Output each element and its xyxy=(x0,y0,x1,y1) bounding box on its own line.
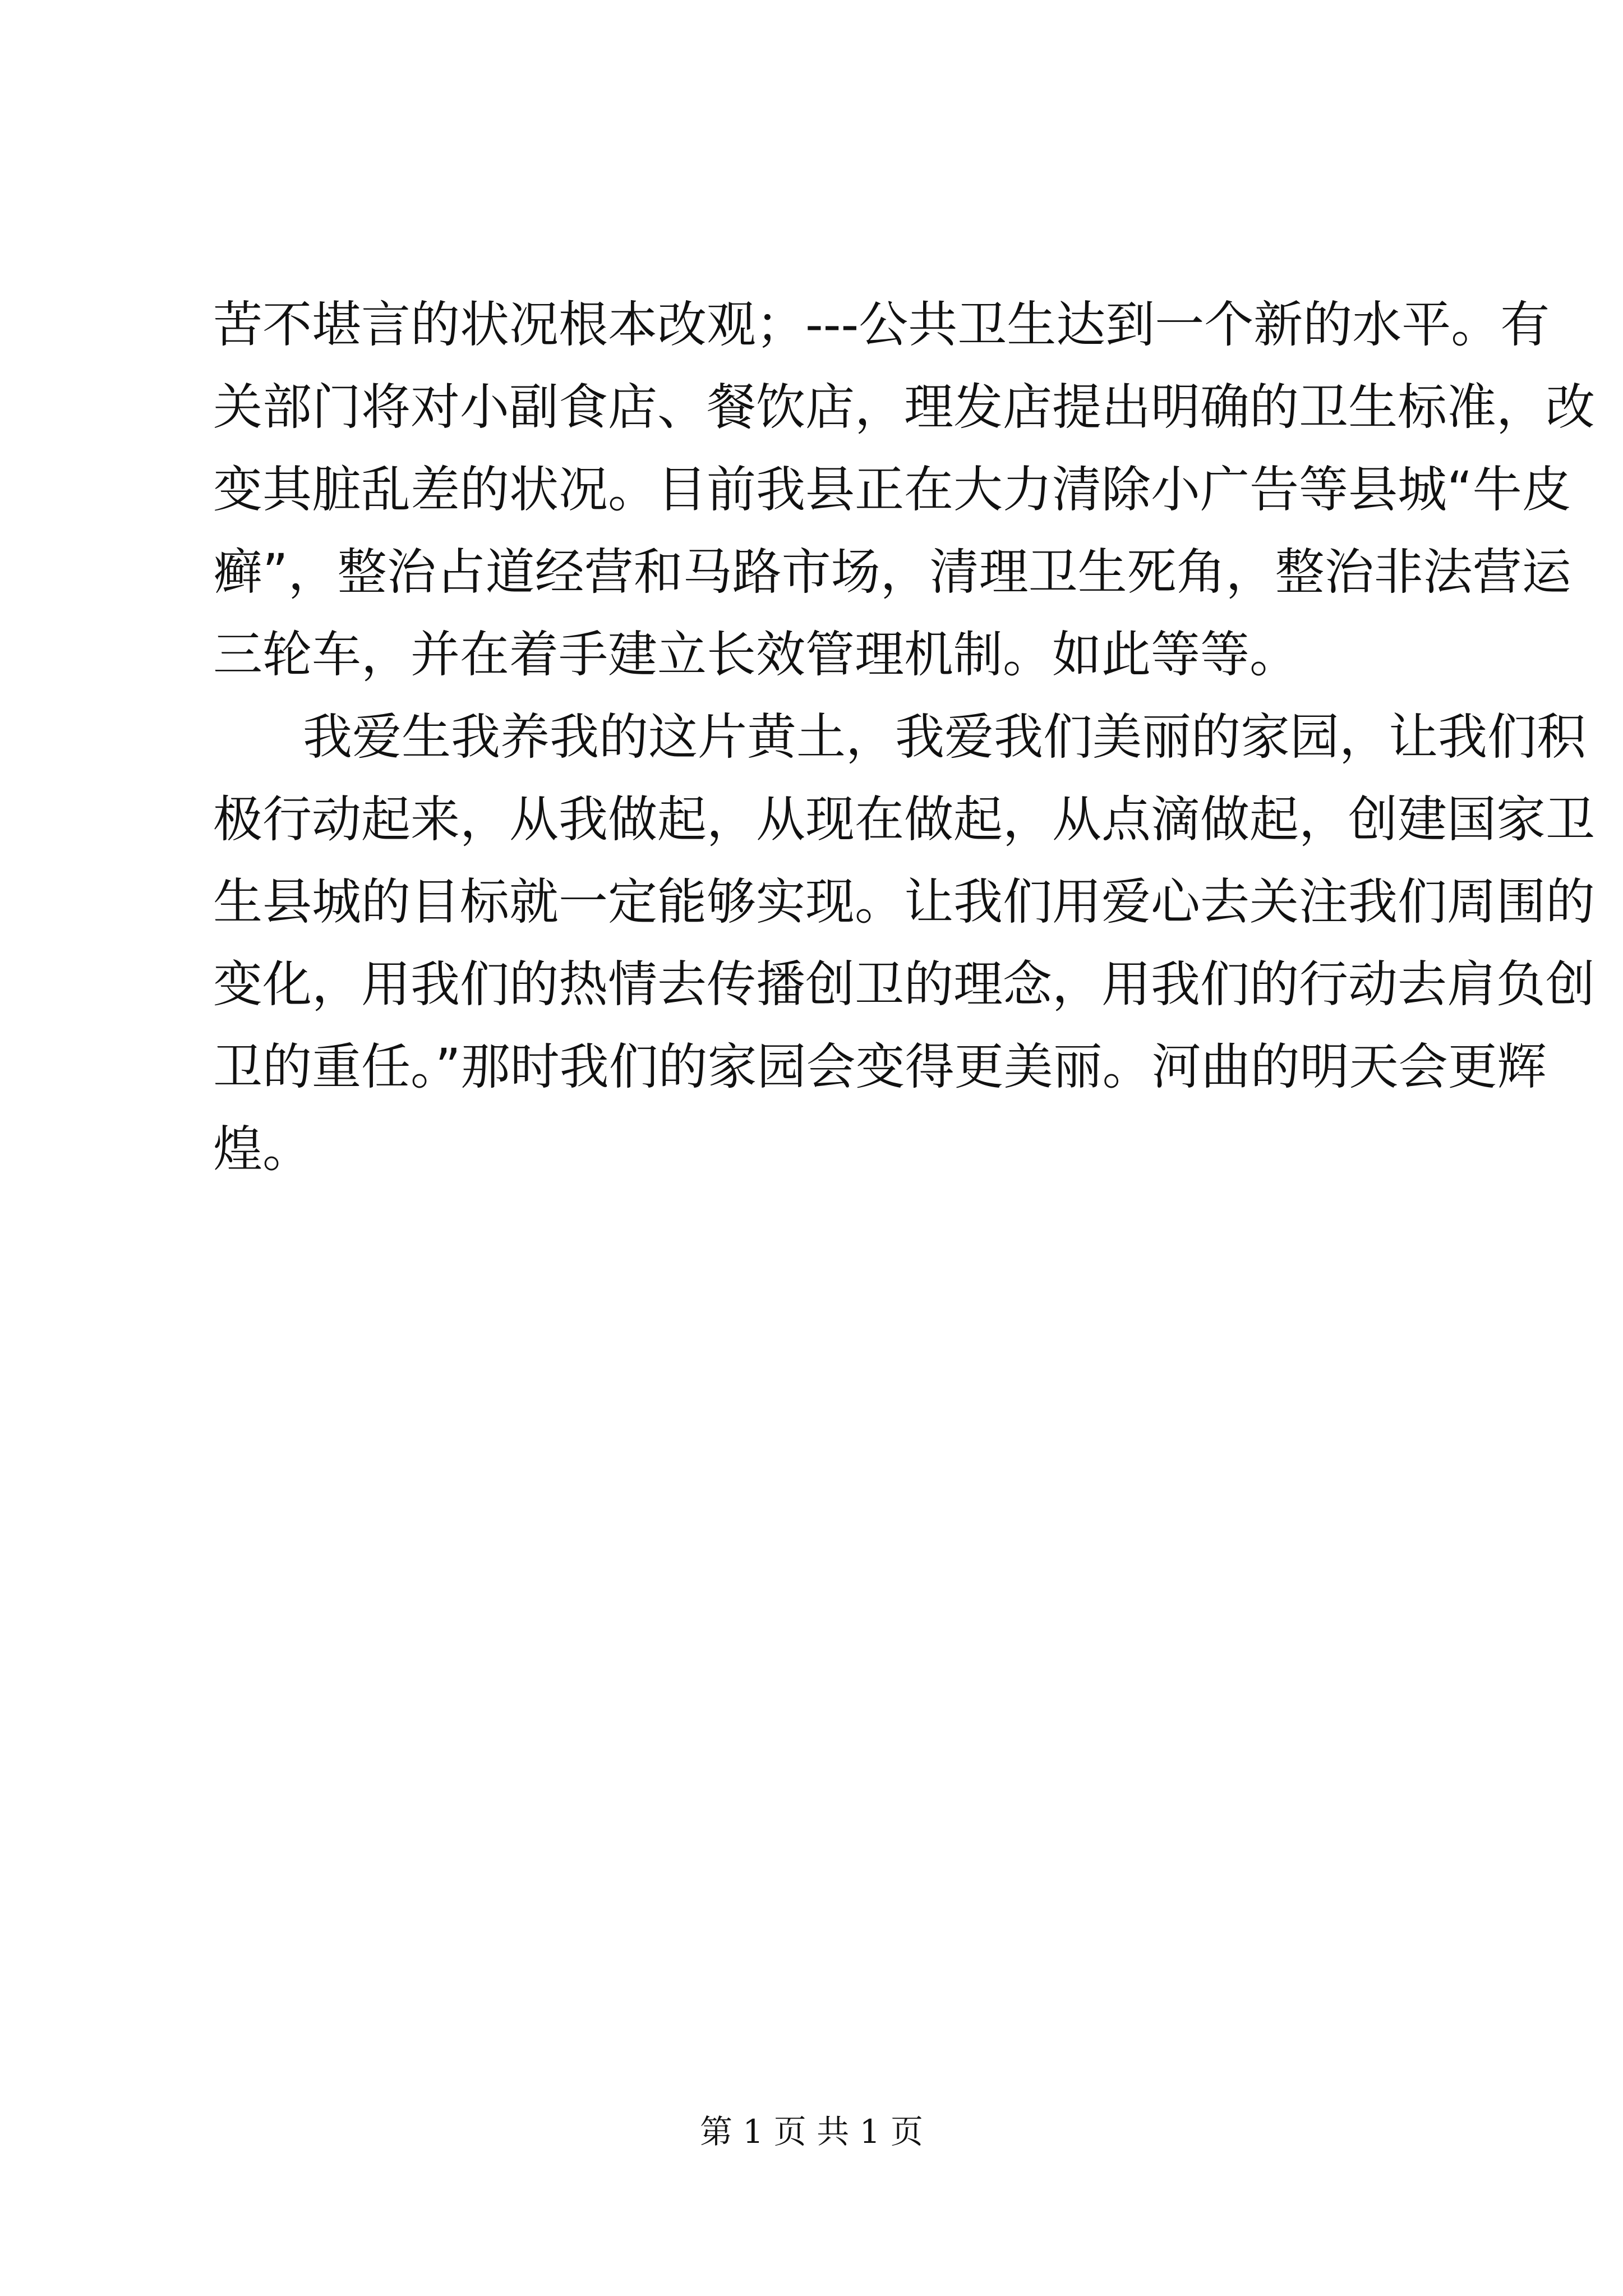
text-line: 卫的重任。”那时我们的家园会变得更美丽。河曲的明天会更辉 xyxy=(213,1038,1547,1096)
text-line: 生县城的目标就一定能够实现。让我们用爱心去关注我们周围的 xyxy=(213,873,1596,931)
text-line: 癣”，整治占道经营和马路市场，清理卫生死角，整治非法营运 xyxy=(213,543,1571,601)
text-line: 我爱生我养我的这片黄土，我爱我们美丽的家园，让我们积 xyxy=(303,708,1587,766)
paragraph-2 xyxy=(213,696,1596,1190)
text-line: 变化，用我们的热情去传播创卫的理念，用我们的行动去肩负创 xyxy=(213,955,1596,1013)
document-body xyxy=(213,283,1596,1190)
paragraph-1 xyxy=(213,283,1596,696)
text-line: 三轮车，并在着手建立长效管理机制。如此等等。 xyxy=(213,625,1299,683)
text-line: 煌。 xyxy=(213,1120,312,1178)
text-line: 极行动起来，从我做起，从现在做起，从点滴做起，创建国家卫 xyxy=(213,790,1596,848)
text-line: 变其脏乱差的状况。目前我县正在大力清除小广告等县城“牛皮 xyxy=(213,461,1571,518)
page-number-footer: 第 1 页 共 1 页 xyxy=(700,2113,923,2151)
text-line: 关部门将对小副食店、餐饮店，理发店提出明确的卫生标准，改 xyxy=(213,378,1596,436)
text-line: 苦不堪言的状况根本改观；---公共卫生达到一个新的水平。有 xyxy=(213,296,1550,353)
